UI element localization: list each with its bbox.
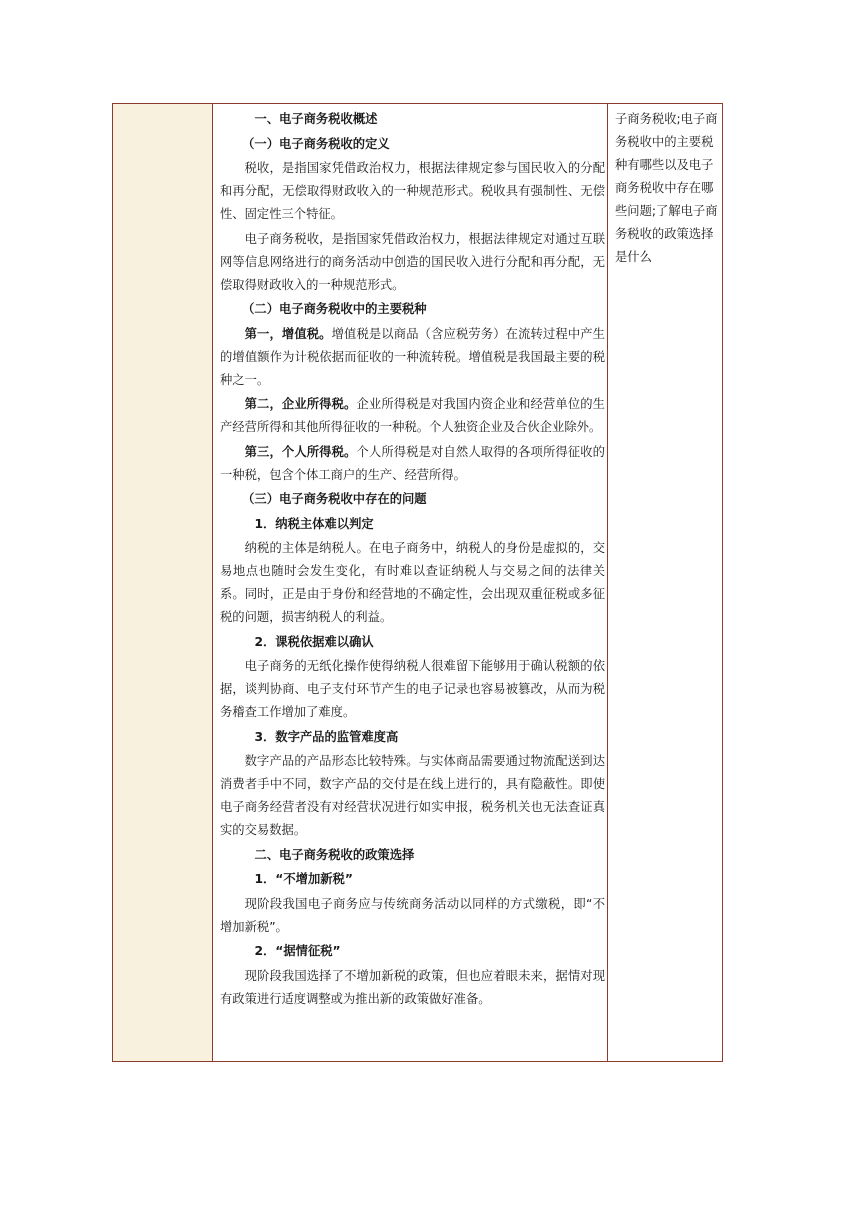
vat-lead: 第一，增值税。 — [244, 326, 332, 341]
paragraph-choice-2: 现阶段我国选择了不增加新税的政策，但也应着眼未来，据情对现有政策进行适度调整或为推出新的政策做好准备。 — [220, 968, 605, 1006]
paragraph-tax-definition: 税收，是指国家凭借政治权力，根据法律规定参与国民收入的分配和再分配，无偿取得财政收入的一种规范形式。税收具有强制性、无偿性、固定性三个特征。 — [220, 161, 605, 221]
pit-body: 个人所得税是对自然人取得的各项所得征收的一种税，包含个体工商户的生产、经营所得。 — [220, 444, 605, 482]
heading-problem-2: 2．课税依据难以确认 — [254, 634, 374, 649]
heading-problem-1: 1．纳税主体难以判定 — [254, 516, 374, 531]
table-left-column — [113, 104, 213, 1061]
lesson-table — [112, 103, 723, 1062]
table-main-column — [213, 104, 608, 1061]
heading-overview: 一、电子商务税收概述 — [254, 112, 378, 126]
heading-problem-3: 3．数字产品的监管难度高 — [254, 729, 399, 744]
vat-body: 增值税是以商品（含应税劳务）在流转过程中产生的增值额作为计税依据而征收的一种流转税。增值税是我国最主要的税种之一。 — [220, 326, 605, 387]
heading-main-tax-types: （二）电子商务税收中的主要税种 — [242, 302, 427, 316]
paragraph-corporate-income-tax — [220, 393, 605, 439]
learning-objectives-text: 子商务税收;电子商务税收中的主要税种有哪些以及电子商务税收中存在哪些问题;了解电子商务税收的政策选择是什么 — [615, 112, 718, 264]
pit-lead: 第三，个人所得税。 — [244, 444, 357, 459]
paragraph-choice-1: 现阶段我国电子商务应与传统商务活动以同样的方式缴税，即“不增加新税”。 — [220, 896, 605, 934]
main-content — [220, 108, 605, 1011]
paragraph-ecommerce-tax-definition: 电子商务税收，是指国家凭借政治权力，根据法律规定对通过互联网等信息网络进行的商务活动中创造的国民收入进行分配和再分配，无偿取得财政收入的一种规范形式。 — [220, 231, 605, 292]
heading-definition: （一）电子商务税收的定义 — [242, 136, 390, 151]
cit-body: 企业所得税是对我国内资企业和经营单位的生产经营所得和其他所得征收的一种税。个人独资企业及合伙企业除外。 — [220, 397, 605, 434]
paragraph-problem-1: 纳税的主体是纳税人。在电子商务中，纳税人的身份是虚拟的，交易地点也随时会发生变化，有时难以查证纳税人与交易之间的法律关系。同时，正是由于身份和经营地的不确定性，会出现双重征税或多征税的问题，损害纳税人的利益。 — [220, 541, 605, 624]
heading-choice-2: 2．“据情征税” — [254, 944, 341, 958]
heading-problems: （三）电子商务税收中存在的问题 — [242, 492, 427, 506]
paragraph-problem-2: 电子商务的无纸化操作使得纳税人很难留下能够用于确认税额的依据，谈判协商、电子支付环节产生的电子记录也容易被篡改，从而为税务稽查工作增加了难度。 — [220, 659, 605, 719]
cit-lead: 第二，企业所得税。 — [244, 397, 357, 411]
paragraph-vat — [220, 323, 605, 392]
paragraph-personal-income-tax — [220, 441, 605, 487]
heading-policy: 二、电子商务税收的政策选择 — [254, 847, 415, 862]
paragraph-problem-3: 数字产品的产品形态比较特殊。与实体商品需要通过物流配送到达消费者手中不同，数字产品的交付是在线上进行的，具有隐蔽性。即使电子商务经营者没有对经营状况进行如实申报，税务机关也无法查证真实的交易数据。 — [220, 754, 605, 837]
table-right-column — [608, 104, 722, 1061]
heading-choice-1: 1．“不增加新税” — [254, 872, 353, 886]
